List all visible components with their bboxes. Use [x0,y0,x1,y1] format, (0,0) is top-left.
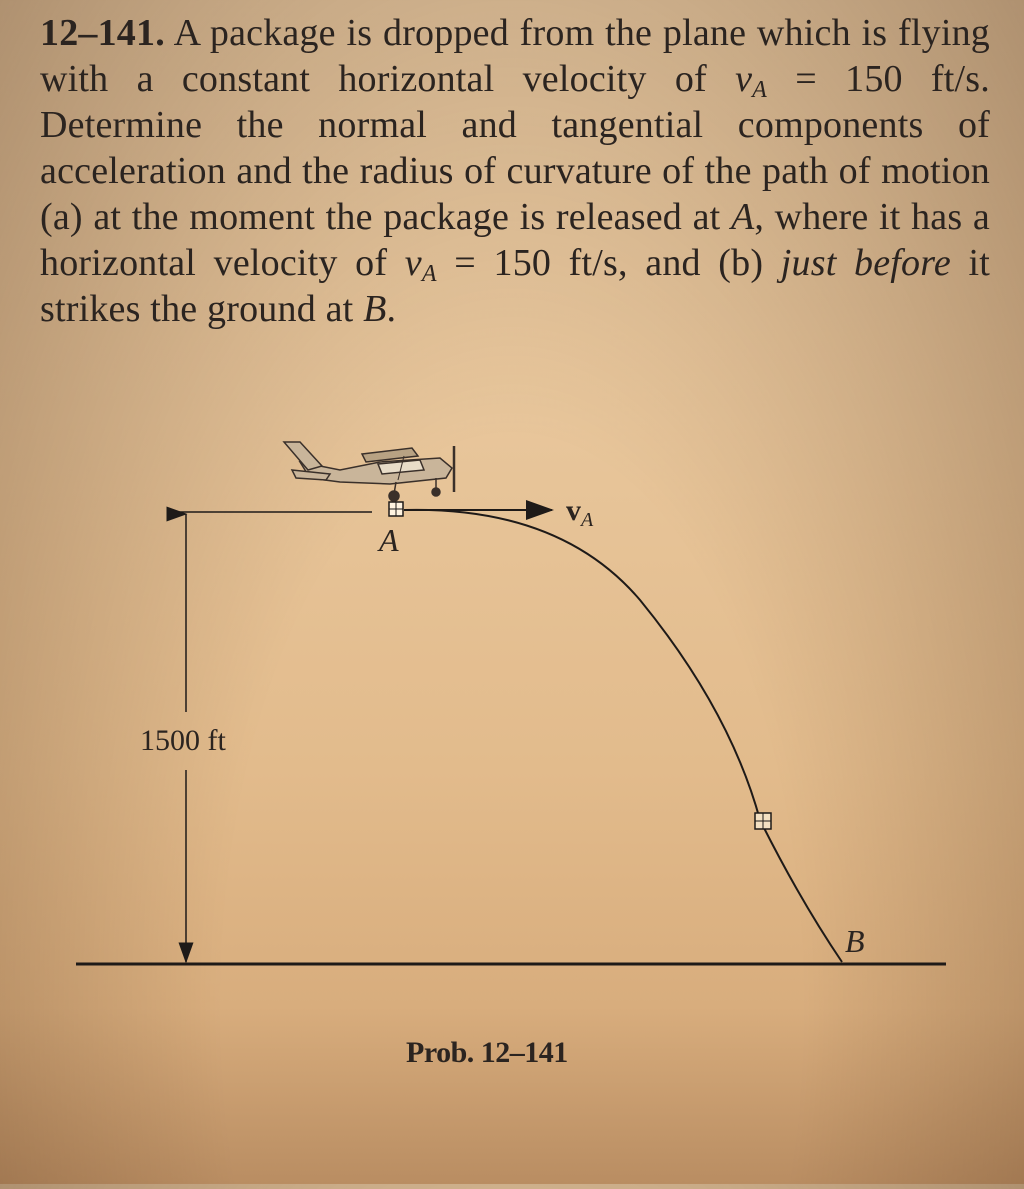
just-before-emphasis: just before [780,242,951,284]
height-label: 1500 ft [140,724,226,757]
velocity-label [566,494,593,532]
problem-text-2: , where it has a horizontal velocity of [40,196,990,284]
problem-text-end: . [386,288,397,330]
velocity-subscript-1: A [752,77,768,103]
point-b-label: B [845,923,865,959]
problem-number: 12–141. [40,12,165,54]
point-a-label: A [379,522,399,558]
velocity-symbol-2: v [404,242,422,284]
problem-text-3: it strikes the ground at [40,242,990,330]
point-b-ref: B [363,288,387,330]
trajectory-path [404,510,842,962]
figure-caption: Prob. 12–141 [406,1036,568,1069]
problem-value-2: = 150 ft/s, and (b) [436,242,781,284]
problem-text-1: A package is dropped from the plane which is flying with a constant horizontal velocity of [40,12,990,100]
airplane-icon [284,442,454,501]
velocity-label-symbol: v [566,494,581,527]
point-a-ref: A [730,196,755,238]
package-falling-icon [755,813,771,829]
velocity-subscript-2: A [421,261,437,287]
problem-value-1: = 150 ft/s. Determine the normal and tangential components of acceleration and the radius of curvature of the path of motion (a) at the moment the package is released at [40,58,990,238]
velocity-symbol-1: v [735,58,753,100]
package-a-icon [389,502,403,516]
velocity-label-subscript: A [581,509,594,531]
